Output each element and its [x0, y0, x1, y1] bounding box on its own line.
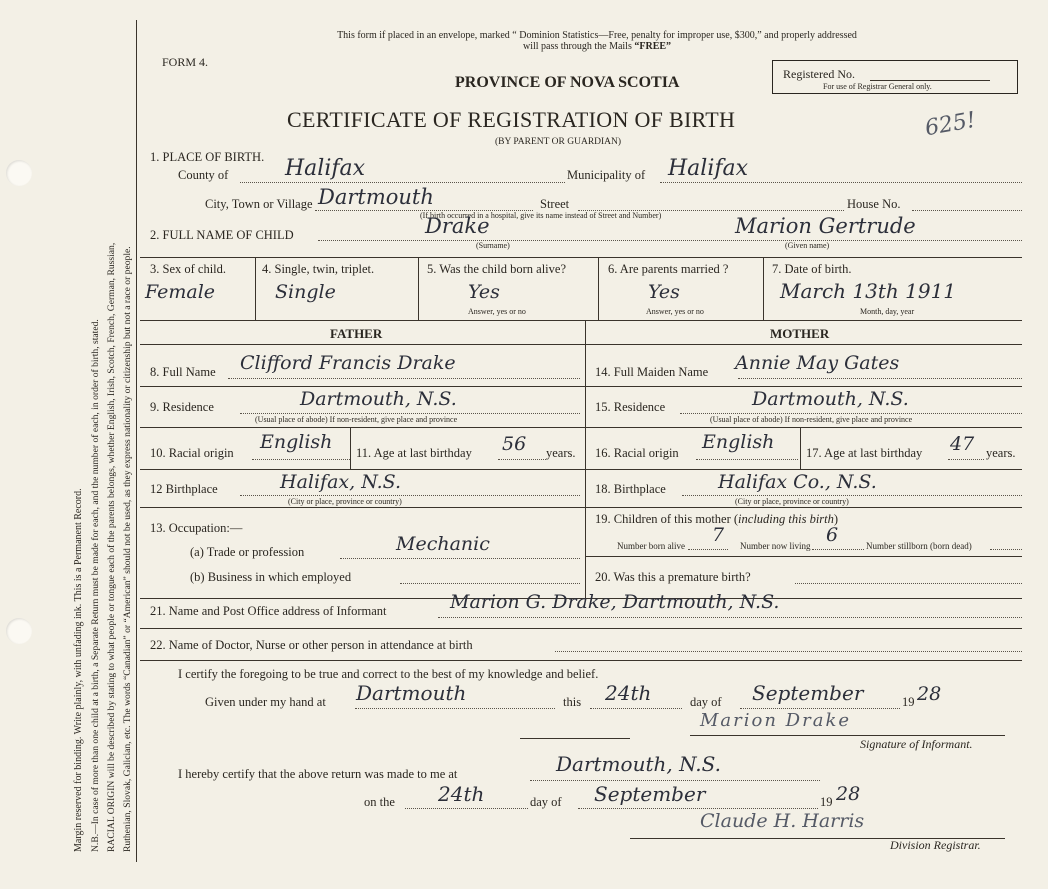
county-value: Halifax	[285, 156, 366, 181]
mother-name-value: Annie May Gates	[735, 352, 900, 374]
this-label: this	[563, 695, 582, 709]
registration-day-value: 24th	[438, 782, 485, 806]
mother-race-value: English	[702, 431, 775, 453]
child-name-label: 2. FULL NAME OF CHILD	[150, 228, 294, 242]
born-alive-count-value: 7	[712, 524, 725, 546]
given-year-prefix: 19	[902, 695, 915, 709]
father-residence-value: Dartmouth, N.S.	[300, 388, 457, 410]
mother-name-label: 14. Full Maiden Name	[595, 365, 709, 379]
margin-note: N.B.—In case of more than one child at a birth, a Separate Return must be made for each, and the number of each, in order of birth, stated.	[90, 319, 101, 852]
county-label: County of	[178, 168, 229, 182]
father-residence-caption: (Usual place of abode) If non-resident, give place and province	[255, 415, 458, 424]
father-age-unit: years.	[546, 446, 576, 460]
living-count-label: Number now living	[740, 541, 811, 551]
hospital-note: (If birth occurred in a hospital, give its name instead of Street and Number)	[420, 211, 662, 220]
form-left-border	[136, 20, 137, 862]
married-caption: Answer, yes or no	[646, 307, 704, 316]
given-place-value: Dartmouth	[356, 681, 467, 705]
father-age-value: 56	[502, 433, 527, 455]
given-month-value: September	[752, 681, 864, 705]
binding-hole	[6, 160, 32, 186]
city-value: Dartmouth	[318, 185, 434, 209]
mother-residence-caption: (Usual place of abode) If non-resident, give place and province	[710, 415, 913, 424]
mother-birthplace-caption: (City or place, province or country)	[735, 497, 849, 506]
division-registrar-label: Division Registrar.	[890, 838, 981, 852]
father-name-value: Clifford Francis Drake	[240, 352, 456, 374]
given-day-value: 24th	[605, 681, 652, 705]
place-of-birth-label: 1. PLACE OF BIRTH.	[150, 150, 265, 164]
children-label: 19. Children of this mother (including this birth)	[595, 512, 839, 526]
registration-day-of-label: day of	[530, 795, 562, 809]
margin-note: RACIAL ORIGIN will be described by stating to what people or tongue each of the parents belongs, whether English, Irish, Scotch, French, German, Russian,	[106, 242, 117, 852]
city-label: City, Town or Village	[205, 197, 313, 211]
certificate-title: CERTIFICATE OF REGISTRATION OF BIRTH	[287, 107, 736, 132]
registered-no-label: Registered No.	[783, 67, 855, 81]
father-heading: FATHER	[330, 326, 383, 341]
mother-birthplace-value: Halifax Co., N.S.	[718, 471, 877, 493]
trade-label: (a) Trade or profession	[190, 545, 305, 559]
born-alive-caption: Answer, yes or no	[468, 307, 526, 316]
father-residence-label: 9. Residence	[150, 400, 214, 414]
father-race-label: 10. Racial origin	[150, 446, 234, 460]
date-of-birth-value: March 13th 1911	[780, 279, 957, 303]
sex-label: 3. Sex of child.	[150, 262, 227, 276]
married-value: Yes	[648, 281, 680, 303]
margin-note: Ruthenian, Slovak, Galician, etc. The words “Canadian” or “American” should not be used, as they express nationality or citizenship but not a race or people.	[122, 246, 133, 852]
date-caption: Month, day, year	[860, 307, 915, 316]
certificate-separator	[520, 738, 630, 739]
registration-year-value: 28	[836, 783, 861, 805]
plurality-value: Single	[275, 281, 336, 303]
date-of-birth-label: 7. Date of birth.	[772, 262, 852, 276]
stillborn-count-label: Number stillborn (born dead)	[866, 541, 972, 551]
occupation-label: 13. Occupation:—	[150, 521, 243, 535]
mother-residence-value: Dartmouth, N.S.	[752, 388, 909, 410]
business-label: (b) Business in which employed	[190, 570, 352, 584]
mother-heading: MOTHER	[770, 326, 830, 341]
premature-label: 20. Was this a premature birth?	[595, 570, 751, 584]
on-the-label: on the	[364, 795, 395, 809]
informant-label: 21. Name and Post Office address of Informant	[150, 604, 387, 618]
registration-number-handwritten: 625!	[923, 107, 978, 142]
house-no-label: House No.	[847, 197, 901, 211]
born-alive-count-label: Number born alive	[617, 541, 685, 551]
father-birthplace-label: 12 Birthplace	[150, 482, 218, 496]
registered-no-line	[870, 80, 990, 81]
living-count-value: 6	[826, 524, 839, 546]
mother-race-label: 16. Racial origin	[595, 446, 679, 460]
mother-age-unit: years.	[986, 446, 1016, 460]
given-name-caption: (Given name)	[785, 241, 830, 250]
married-label: 6. Are parents married ?	[608, 262, 729, 276]
informant-value: Marion G. Drake, Dartmouth, N.S.	[450, 591, 780, 613]
mother-age-label: 17. Age at last birthday	[806, 446, 923, 460]
father-name-label: 8. Full Name	[150, 365, 216, 379]
municipality-value: Halifax	[668, 156, 749, 181]
form-number: FORM 4.	[162, 55, 209, 69]
registration-year-prefix: 19	[820, 795, 833, 809]
given-year-value: 28	[917, 683, 942, 705]
registration-place-value: Dartmouth, N.S.	[556, 752, 721, 776]
trade-value: Mechanic	[396, 533, 490, 555]
born-alive-label: 5. Was the child born alive?	[427, 262, 567, 276]
sex-value: Female	[145, 281, 216, 303]
father-age-label: 11. Age at last birthday	[356, 446, 472, 460]
registrar-use-note: For use of Registrar General only.	[823, 82, 932, 91]
given-under-hand-label: Given under my hand at	[205, 695, 326, 709]
mother-age-value: 47	[950, 433, 975, 455]
father-birthplace-value: Halifax, N.S.	[280, 471, 402, 493]
certificate-subtitle: (BY PARENT OR GUARDIAN)	[495, 137, 622, 147]
registrar-signature: Claude H. Harris	[700, 810, 865, 832]
binding-hole	[6, 618, 32, 644]
province-heading: PROVINCE OF NOVA SCOTIA	[455, 74, 680, 91]
street-label: Street	[540, 197, 570, 211]
hereby-certify-text: I hereby certify that the above return was made to me at	[178, 767, 458, 781]
registration-month-value: September	[594, 782, 706, 806]
child-given-name-value: Marion Gertrude	[735, 214, 916, 238]
given-day-of-label: day of	[690, 695, 722, 709]
born-alive-value: Yes	[468, 281, 500, 303]
mother-birthplace-label: 18. Birthplace	[595, 482, 666, 496]
informant-signature: Marion Drake	[700, 710, 852, 731]
margin-note: Margin reserved for binding. Write plainly, with unfading ink. This is a Permanent Record.	[73, 488, 84, 852]
child-surname-value: Drake	[425, 214, 490, 238]
signature-of-informant-label: Signature of Informant.	[860, 737, 973, 751]
mother-residence-label: 15. Residence	[595, 400, 666, 414]
father-race-value: English	[260, 431, 333, 453]
envelope-note: This form if placed in an envelope, marked “ Dominion Statistics—Free, penalty for improper use, $300,” and properly addressed will pass through the Mails “FREE”	[337, 30, 857, 52]
plurality-label: 4. Single, twin, triplet.	[262, 262, 375, 276]
certify-text: I certify the foregoing to be true and correct to the best of my knowledge and belief.	[178, 667, 599, 681]
municipality-label: Municipality of	[567, 168, 646, 182]
father-birthplace-caption: (City or place, province or country)	[288, 497, 402, 506]
surname-caption: (Surname)	[476, 241, 510, 250]
doctor-label: 22. Name of Doctor, Nurse or other person in attendance at birth	[150, 638, 473, 652]
